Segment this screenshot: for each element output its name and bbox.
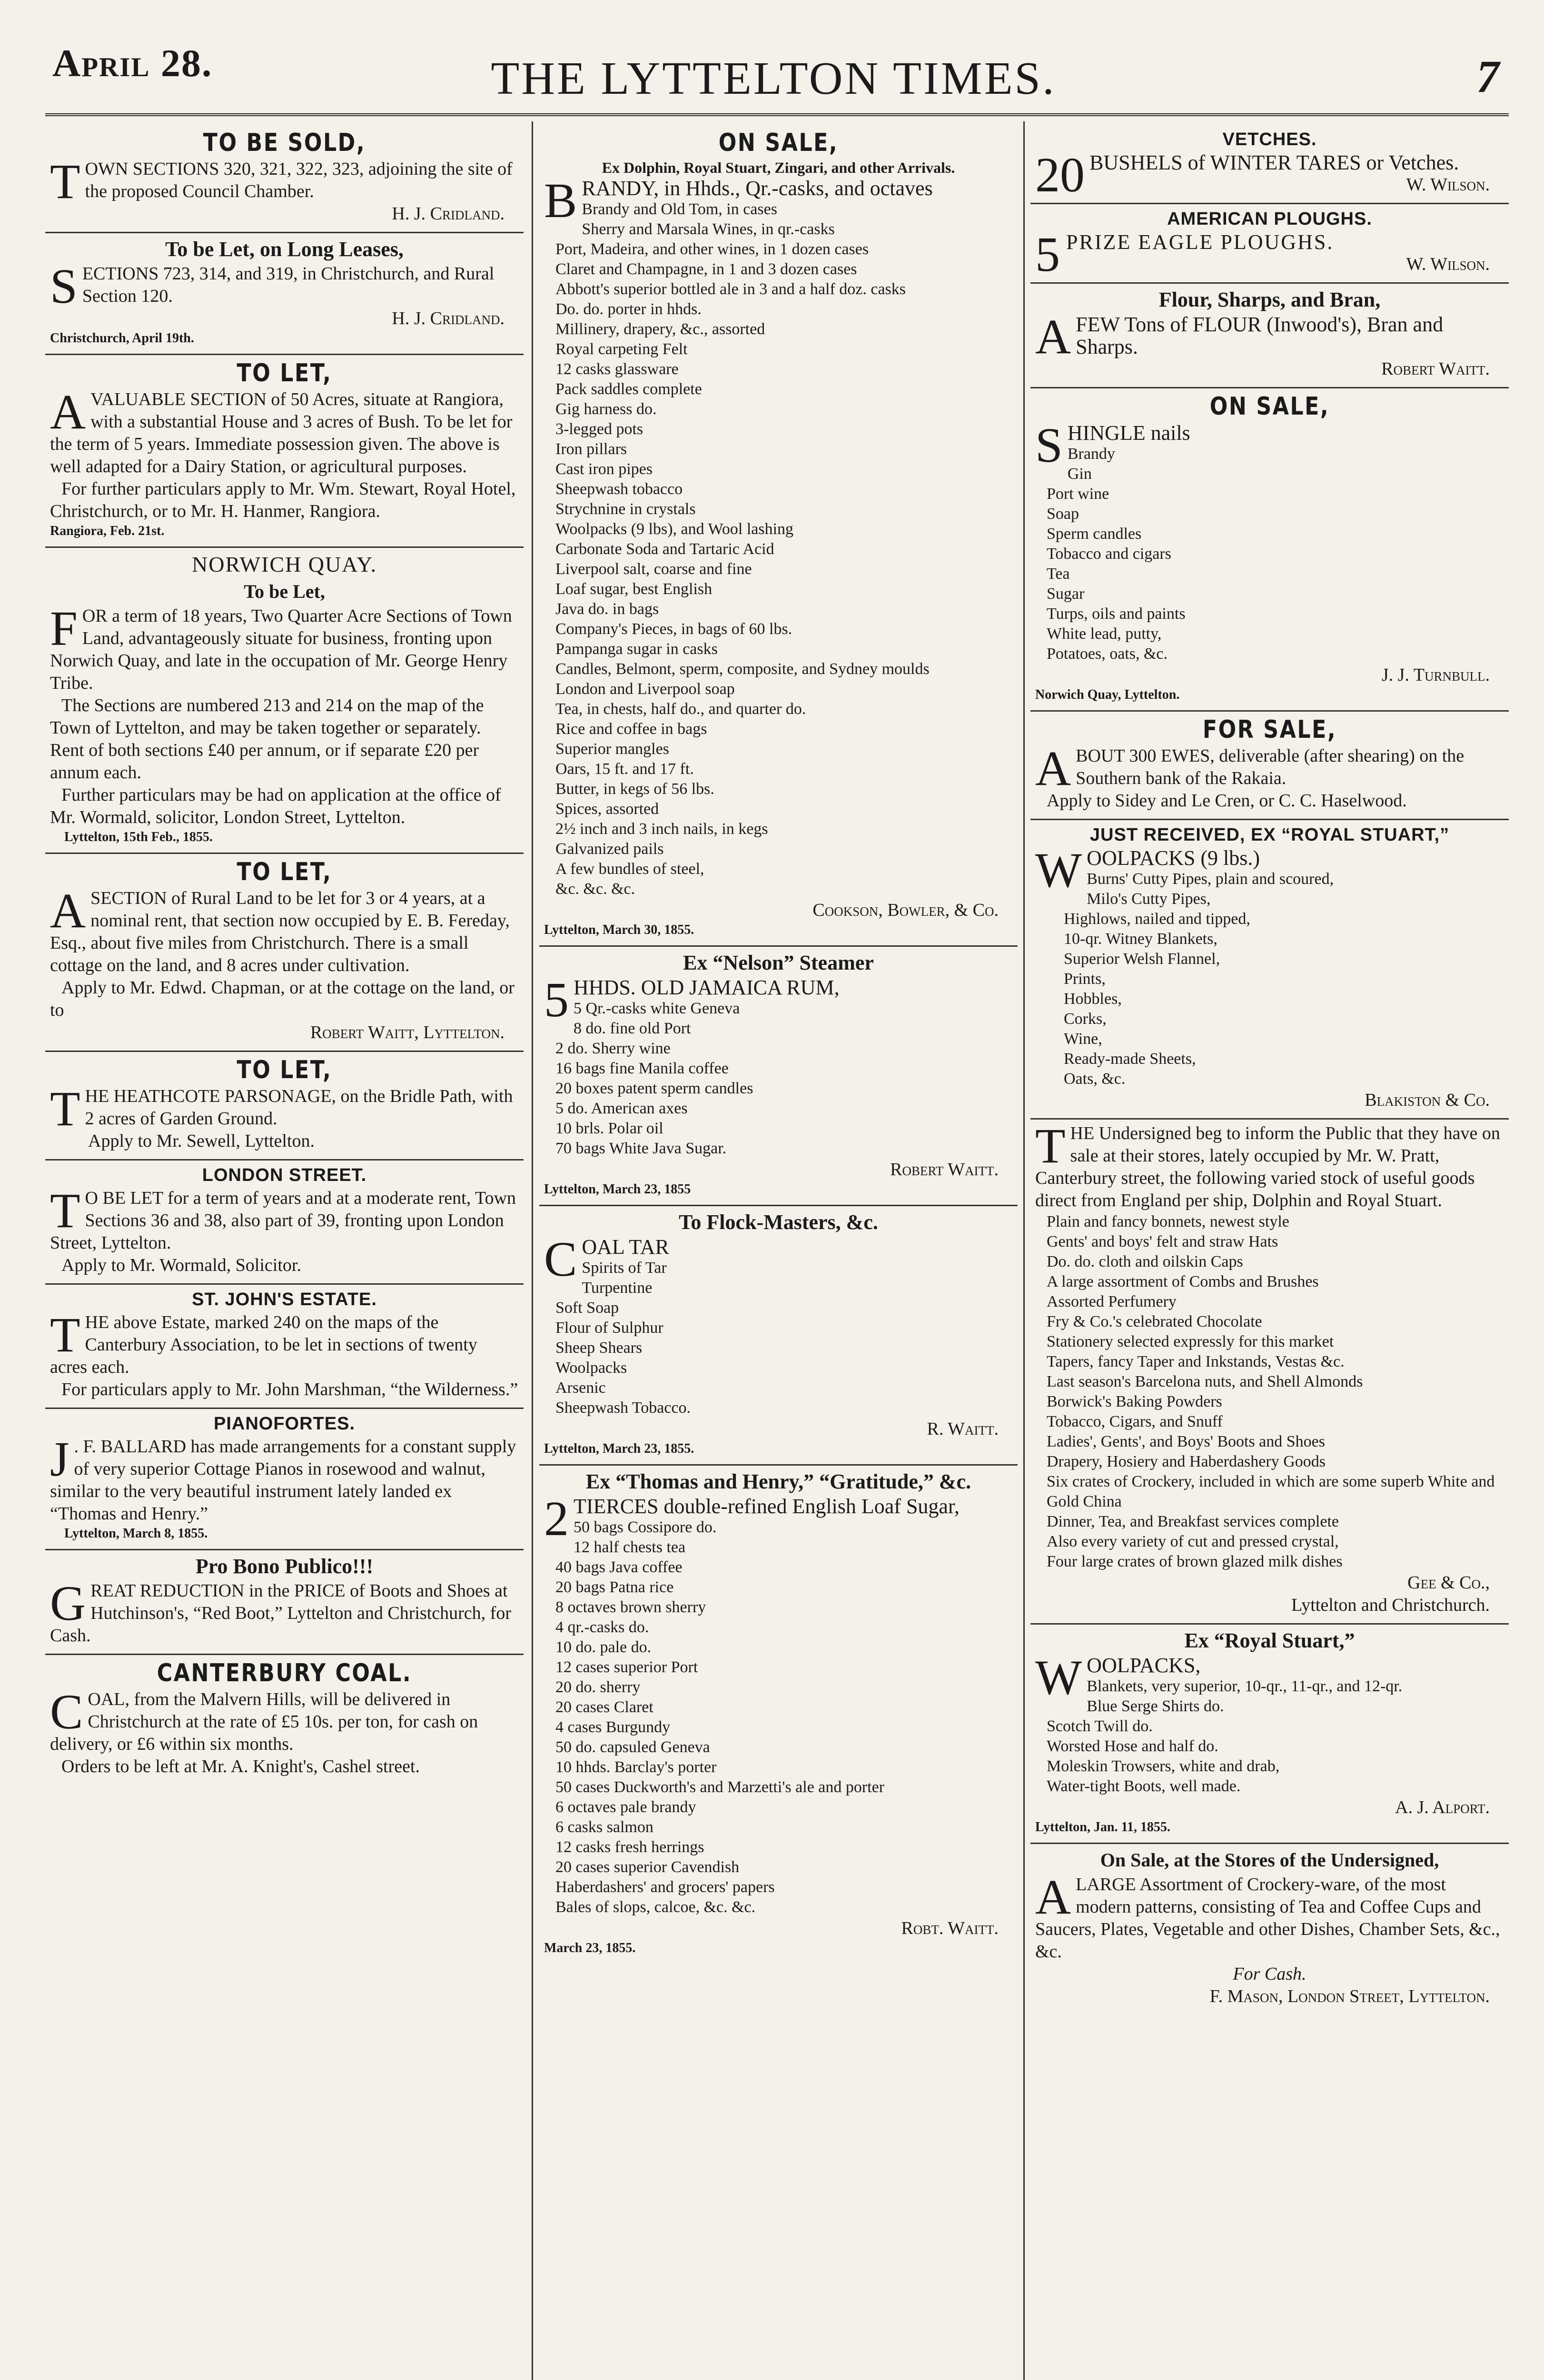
- ad-signature: F. Mason, London Street, Lyttelton.: [1209, 1986, 1490, 2006]
- item-list: [544, 199, 1013, 899]
- list-item: Oars, 15 ft. and 17 ft.: [555, 760, 694, 778]
- ad-royal-stuart-woolpacks: [1030, 820, 1509, 1120]
- ad-pro-bono-publico: [45, 1550, 524, 1655]
- list-item: Gig harness do.: [555, 400, 657, 418]
- ad-date: Lyttelton, March 8, 1855.: [64, 1526, 208, 1541]
- ad-heading: To be Let, on Long Leases,: [165, 238, 404, 261]
- ad-date: March 23, 1855.: [544, 1941, 636, 1955]
- ad-body: OAL, from the Malvern Hills, will be delivered in Christchurch at the rate of £5 10s. per ton, for cash on delivery, or £6 within six months.: [50, 1689, 478, 1754]
- list-item: Milo's Cutty Pipes,: [1087, 890, 1211, 908]
- ad-body: LARGE Assortment of Crockery-ware, of the most modern patterns, consisting of Tea and Coffee Cups and Saucers, Plates, Vegetable and other Dishes, Chamber Sets, &c., &c.: [1035, 1874, 1500, 1962]
- ad-signature: W. Wilson.: [1406, 254, 1490, 274]
- ad-first-line: RANDY, in Hhds., Qr.-casks, and octaves: [582, 177, 933, 200]
- item-list: [1035, 444, 1504, 664]
- list-item: Four large crates of brown glazed milk dishes: [1047, 1553, 1343, 1570]
- list-item: London and Liverpool soap: [555, 680, 735, 698]
- list-item: Sperm candles: [1047, 525, 1142, 543]
- ad-body: OR a term of 18 years, Two Quarter Acre Sections of Town Land, advantageously situate for business, fronting upon Norwich Quay, and late in the occupation of Mr. George Henry Tribe.: [50, 606, 512, 693]
- list-item: Galvanized pails: [555, 840, 664, 858]
- list-item: Drapery, Hosiery and Haberdashery Goods: [1047, 1453, 1326, 1470]
- ad-heading: TO LET,: [237, 858, 332, 886]
- list-item: Port, Madeira, and other wines, in 1 dozen cases: [555, 240, 869, 258]
- list-item: 12 half chests tea: [574, 1538, 686, 1556]
- ad-signature-place: Lyttelton and Christchurch.: [1291, 1595, 1490, 1615]
- ad-heading: JUST RECEIVED, EX “ROYAL STUART,”: [1089, 825, 1450, 845]
- ad-date: Lyttelton, March 23, 1855: [544, 1182, 691, 1197]
- ad-date: Lyttelton, 15th Feb., 1855.: [64, 830, 213, 844]
- ad-signature: H. J. Cridland.: [392, 308, 505, 328]
- list-item: Flour of Sulphur: [555, 1319, 663, 1337]
- item-list: [544, 1517, 1013, 1917]
- ad-heading: PIANOFORTES.: [213, 1414, 356, 1434]
- list-item: 20 bags Patna rice: [555, 1578, 674, 1596]
- list-item: 10 do. pale do.: [555, 1638, 652, 1656]
- list-item: Tapers, fancy Taper and Inkstands, Vestas &c.: [1047, 1353, 1345, 1370]
- list-item: Pampanga sugar in casks: [555, 640, 718, 658]
- page-header: [38, 41, 1509, 117]
- ad-crockery: [1030, 1844, 1509, 2014]
- list-item: Ladies', Gents', and Boys' Boots and Shoes: [1047, 1433, 1326, 1450]
- ad-flour: [1030, 284, 1509, 388]
- list-item: Last season's Barcelona nuts, and Shell Almonds: [1047, 1373, 1363, 1390]
- ad-signature: Robt. Waitt.: [901, 1918, 999, 1938]
- ad-body: HE HEATHCOTE PARSONAGE, on the Bridle Path, with 2 acres of Garden Ground.: [85, 1086, 513, 1129]
- ad-vetches: [1030, 125, 1509, 204]
- list-item: 2 do. Sherry wine: [555, 1040, 671, 1057]
- list-item: Arsenic: [555, 1379, 606, 1397]
- column-1: [45, 125, 524, 2380]
- list-item: Water-tight Boots, well made.: [1047, 1777, 1241, 1795]
- ad-rangiora-section: [45, 355, 524, 548]
- item-list: [1035, 1696, 1504, 1796]
- ad-body-2: For further particulars apply to Mr. Wm. Stewart, Royal Hotel, Christchurch, or to Mr. H. Hanmer, Rangiora.: [50, 479, 516, 521]
- list-item: Moleskin Trowsers, white and drab,: [1047, 1757, 1280, 1775]
- ad-body: HE Undersigned beg to inform the Public that they have on sale at their stores, lately occupied by Mr. W. Pratt, Canterbury street, the following varied stock of useful goods direct from England per ship, Dolphin and Royal Stuart.: [1035, 1123, 1500, 1210]
- list-item: Burns' Cutty Pipes, plain and scoured,: [1087, 870, 1334, 888]
- ad-heading: Flour, Sharps, and Bran,: [1158, 288, 1381, 311]
- list-item: Do. do. cloth and oilskin Caps: [1047, 1253, 1243, 1270]
- list-item: Blue Serge Shirts do.: [1087, 1697, 1224, 1715]
- list-item: 50 do. capsuled Geneva: [555, 1738, 710, 1756]
- item-list: [1035, 869, 1504, 1089]
- list-item: 10-qr. Witney Blankets,: [1064, 930, 1217, 948]
- column-divider: [532, 121, 533, 2380]
- list-item: Royal carpeting Felt: [555, 340, 688, 358]
- list-item: Gents' and boys' felt and straw Hats: [1047, 1233, 1278, 1250]
- list-item: 5 do. American axes: [555, 1100, 688, 1117]
- drop-cap: A: [1035, 741, 1071, 796]
- ad-body: SECTION of Rural Land to be let for 3 or 4 years, at a nominal rent, that section now occupied by E. B. Fereday, Esq., about five miles from Christchurch. There is a small cottage on the land, and 8 acres under cultivation.: [50, 888, 510, 975]
- list-item: Candles, Belmont, sperm, composite, and Sydney moulds: [555, 660, 930, 678]
- list-item: 20 cases Claret: [555, 1698, 653, 1716]
- drop-cap: A: [1035, 1870, 1071, 1924]
- ad-long-leases: [45, 233, 524, 355]
- ad-heading: ON SALE,: [718, 129, 839, 157]
- list-item: Spirits of Tar: [582, 1259, 667, 1277]
- list-item: Assorted Perfumery: [1047, 1293, 1177, 1310]
- ad-heading: TO LET,: [237, 1056, 332, 1084]
- ad-body: BOUT 300 EWES, deliverable (after shearing) on the Southern bank of the Rakaia.: [1076, 746, 1465, 788]
- list-item: White lead, putty,: [1047, 625, 1162, 643]
- list-item: Company's Pieces, in bags of 60 lbs.: [555, 620, 792, 638]
- ad-first-line: OAL TAR: [582, 1235, 669, 1259]
- ad-heading: TO BE SOLD,: [203, 129, 366, 157]
- ad-body-3: Further particulars may be had on application at the office of Mr. Wormald, solicitor, London Street, Lyttelton.: [50, 785, 501, 827]
- list-item: 4 qr.-casks do.: [555, 1618, 649, 1636]
- list-item: Superior Welsh Flannel,: [1064, 950, 1220, 968]
- ad-first-line: HHDS. OLD JAMAICA RUM,: [574, 976, 840, 999]
- list-item: 6 casks salmon: [555, 1818, 653, 1836]
- ad-heading: AMERICAN PLOUGHS.: [1167, 209, 1372, 229]
- drop-cap: W: [1035, 843, 1082, 898]
- ad-st-johns-estate: [45, 1285, 524, 1409]
- ad-body: PRIZE EAGLE PLOUGHS.: [1066, 230, 1334, 254]
- ad-on-sale-turnbull: [1030, 388, 1509, 712]
- ad-body: HE above Estate, marked 240 on the maps of the Canterbury Association, to be let in sections of twenty acres each.: [50, 1312, 477, 1377]
- list-item: Tea: [1047, 565, 1070, 583]
- ad-body: O BE LET for a term of years and at a moderate rent, Town Sections 36 and 38, also part of 39, fronting upon London Street, Lyttelton.: [50, 1188, 516, 1253]
- ad-heading: Pro Bono Publico!!!: [195, 1555, 374, 1578]
- list-item: Sherry and Marsala Wines, in qr.-casks: [582, 220, 835, 238]
- item-list: [1035, 1212, 1504, 1572]
- list-item: Brandy and Old Tom, in cases: [582, 200, 777, 218]
- drop-cap: C: [50, 1685, 83, 1739]
- ad-norwich-quay: [45, 548, 524, 854]
- list-item: Butter, in kegs of 56 lbs.: [555, 780, 714, 798]
- ad-heading: ON SALE,: [1209, 392, 1330, 421]
- list-item: Potatoes, oats, &c.: [1047, 645, 1168, 663]
- drop-cap: C: [544, 1232, 577, 1287]
- ad-signature: Robert Waitt.: [890, 1160, 999, 1180]
- list-item: Woolpacks: [555, 1359, 627, 1377]
- drop-cap: 5: [1035, 227, 1061, 282]
- ad-american-ploughs: [1030, 204, 1509, 284]
- ad-undersigned-stores: [1030, 1120, 1509, 1625]
- page-number: 7: [1476, 51, 1499, 102]
- list-item: Oats, &c.: [1064, 1070, 1126, 1088]
- ad-heading: ST. JOHN'S ESTATE.: [192, 1289, 377, 1309]
- ad-subheading: Ex Dolphin, Royal Stuart, Zingari, and other Arrivals.: [602, 159, 955, 176]
- list-item: Borwick's Baking Powders: [1047, 1393, 1222, 1410]
- ad-date: Lyttelton, March 30, 1855.: [544, 922, 694, 937]
- ad-heading: On Sale, at the Stores of the Undersigned,: [1100, 1849, 1439, 1871]
- ad-body-2: Apply to Mr. Edwd. Chapman, or at the cottage on the land, or to: [50, 978, 515, 1020]
- ad-signature: R. Waitt.: [927, 1419, 999, 1439]
- drop-cap: A: [50, 883, 86, 938]
- list-item: Pack saddles complete: [555, 380, 702, 398]
- ad-signature: J. J. Turnbull.: [1381, 665, 1490, 685]
- ad-terms: For Cash.: [1233, 1964, 1306, 1984]
- ad-signature: Robert Waitt.: [1381, 359, 1490, 379]
- ad-body: VALUABLE SECTION of 50 Acres, situate at Rangiora, with a substantial House and 3 acres of Bush. To be let for the term of 5 years. Immediate possession given. The above is well adapted for a Dairy Station, or agricultural purposes.: [50, 389, 513, 476]
- drop-cap: T: [1035, 1119, 1066, 1173]
- list-item: Tobacco, Cigars, and Snuff: [1047, 1413, 1223, 1430]
- ad-first-line: TIERCES double-refined English Loaf Sugar,: [574, 1495, 960, 1518]
- list-item: Sheep Shears: [555, 1339, 643, 1357]
- ad-date: Lyttelton, Jan. 11, 1855.: [1035, 1820, 1170, 1835]
- ad-body-2: Orders to be left at Mr. A. Knight's, Cashel street.: [61, 1756, 420, 1776]
- list-item: Tea, in chests, half do., and quarter do.: [555, 700, 806, 718]
- list-item: Port wine: [1047, 485, 1109, 503]
- ad-body: REAT REDUCTION in the PRICE of Boots and Shoes at Hutchinson's, “Red Boot,” Lyttelton and Christchurch, for Cash.: [50, 1581, 511, 1646]
- ad-date: Rangiora, Feb. 21st.: [50, 524, 165, 538]
- list-item: Iron pillars: [555, 440, 627, 458]
- ad-first-line: OOLPACKS,: [1087, 1654, 1201, 1677]
- ad-heading: FOR SALE,: [1202, 715, 1337, 744]
- ad-body: Blankets, very superior, 10-qr., 11-qr., and 12-qr.: [1087, 1677, 1403, 1695]
- list-item: 12 casks fresh herrings: [555, 1838, 704, 1856]
- list-item: Hobbles,: [1064, 990, 1122, 1008]
- list-item: 2½ inch and 3 inch nails, in kegs: [555, 820, 768, 838]
- column-divider: [1023, 121, 1025, 2380]
- list-item: Haberdashers' and grocers' papers: [555, 1878, 775, 1896]
- drop-cap: W: [1035, 1650, 1082, 1705]
- drop-cap: B: [544, 173, 577, 228]
- list-item: Worsted Hose and half do.: [1047, 1737, 1218, 1755]
- ad-body: FEW Tons of FLOUR (Inwood's), Bran and Sharps.: [1076, 313, 1444, 358]
- ad-canterbury-coal: [45, 1655, 524, 1785]
- list-item: Turpentine: [582, 1279, 653, 1297]
- ad-heading: NORWICH QUAY.: [192, 552, 377, 576]
- ad-date: Christchurch, April 19th.: [50, 331, 194, 346]
- drop-cap: S: [1035, 418, 1063, 473]
- list-item: Prints,: [1064, 970, 1106, 988]
- ad-body-2: The Sections are numbered 213 and 214 on the map of the Town of Lyttelton, and may be taken together or separately. Rent of both sections £40 per annum, or if separate £20 per annum each.: [50, 695, 484, 783]
- list-item: 50 cases Duckworth's and Marzetti's ale and porter: [555, 1778, 885, 1796]
- ad-flock-masters: [539, 1206, 1018, 1466]
- list-item: Do. do. porter in hhds.: [555, 300, 702, 318]
- list-item: Sheepwash Tobacco.: [555, 1399, 691, 1417]
- drop-cap: T: [50, 1308, 80, 1362]
- ad-heading: LONDON STREET.: [202, 1165, 367, 1185]
- ad-royal-stuart-blankets: [1030, 1625, 1509, 1844]
- ad-heading: CANTERBURY COAL.: [157, 1659, 412, 1687]
- ad-signature: Cookson, Bowler, & Co.: [812, 900, 999, 920]
- ad-town-sections: [45, 125, 524, 233]
- ad-pianofortes: [45, 1409, 524, 1550]
- drop-cap: 5: [544, 972, 569, 1027]
- ad-heading: TO LET,: [237, 359, 332, 387]
- list-item: Plain and fancy bonnets, newest style: [1047, 1213, 1289, 1230]
- ad-heathcote-parsonage: [45, 1052, 524, 1160]
- list-item: Strychnine in crystals: [555, 500, 696, 518]
- list-item: Tobacco and cigars: [1047, 545, 1171, 563]
- list-item: 6 octaves pale brandy: [555, 1798, 696, 1816]
- list-item: Soap: [1047, 505, 1079, 523]
- ad-heading: Ex “Royal Stuart,”: [1184, 1629, 1355, 1652]
- ad-body-2: For particulars apply to Mr. John Marshman, “the Wilderness.”: [61, 1379, 518, 1399]
- list-item: Carbonate Soda and Tartaric Acid: [555, 540, 774, 558]
- column-3: [1030, 125, 1509, 2380]
- list-item: Dinner, Tea, and Breakfast services complete: [1047, 1513, 1339, 1530]
- list-item: Soft Soap: [555, 1299, 619, 1317]
- list-item: 4 cases Burgundy: [555, 1718, 671, 1736]
- ad-date: Norwich Quay, Lyttelton.: [1035, 687, 1180, 702]
- list-item: 40 bags Java coffee: [555, 1558, 683, 1576]
- list-item: Claret and Champagne, in 1 and 3 dozen cases: [555, 260, 857, 278]
- list-item: Cast iron pipes: [555, 460, 653, 478]
- ad-nelson-steamer: [539, 947, 1018, 1206]
- drop-cap: 2: [544, 1491, 569, 1546]
- list-item: Superior mangles: [555, 740, 669, 758]
- item-list: [544, 999, 1013, 1159]
- header-rule: [45, 113, 1509, 116]
- ad-date: Lyttelton, March 23, 1855.: [544, 1441, 694, 1456]
- drop-cap: J: [50, 1432, 69, 1487]
- ad-thomas-and-henry: [539, 1466, 1018, 1964]
- list-item: Brandy: [1067, 445, 1115, 463]
- list-item: 12 casks glassware: [555, 360, 679, 378]
- ad-london-street: [45, 1160, 524, 1285]
- list-item: 20 do. sherry: [555, 1678, 641, 1696]
- list-item: Stationery selected expressly for this market: [1047, 1333, 1334, 1350]
- drop-cap: F: [50, 601, 78, 656]
- ad-body: OWN SECTIONS 320, 321, 322, 323, adjoining the site of the proposed Council Chamber.: [85, 159, 513, 201]
- ad-rural-land: [45, 854, 524, 1052]
- ad-body-2: Apply to Sidey and Le Cren, or C. C. Haselwood.: [1047, 791, 1407, 811]
- list-item: 20 boxes patent sperm candles: [555, 1080, 753, 1097]
- ad-for-sale-ewes: [1030, 712, 1509, 820]
- newspaper-title: THE LYTTELTON TIMES.: [491, 53, 1056, 104]
- list-item: 3-legged pots: [555, 420, 643, 438]
- list-item: 70 bags White Java Sugar.: [555, 1140, 727, 1157]
- list-item: Gin: [1067, 465, 1092, 483]
- list-item: 16 bags fine Manila coffee: [555, 1060, 729, 1077]
- list-item: 50 bags Cossipore do.: [574, 1518, 717, 1536]
- ad-heading: Ex “Thomas and Henry,” “Gratitude,” &c.: [585, 1470, 971, 1493]
- drop-cap: 20: [1035, 148, 1085, 202]
- list-item: Java do. in bags: [555, 600, 659, 618]
- list-item: 20 cases superior Cavendish: [555, 1858, 740, 1876]
- list-item: 10 brls. Polar oil: [555, 1120, 663, 1137]
- list-item: A few bundles of steel,: [555, 860, 704, 878]
- ad-body: ECTIONS 723, 314, and 319, in Christchurch, and Rural Section 120.: [82, 264, 495, 306]
- list-item: Loaf sugar, best English: [555, 580, 713, 598]
- drop-cap: G: [50, 1576, 86, 1631]
- list-item: Rice and coffee in bags: [555, 720, 707, 738]
- list-item: 10 hhds. Barclay's porter: [555, 1758, 717, 1776]
- list-item: Corks,: [1064, 1010, 1107, 1028]
- list-item: Scotch Twill do.: [1047, 1717, 1153, 1735]
- list-item: Liverpool salt, coarse and fine: [555, 560, 752, 578]
- list-item: Woolpacks (9 lbs), and Wool lashing: [555, 520, 794, 538]
- list-item: Sugar: [1047, 585, 1085, 603]
- ad-signature: Blakiston & Co.: [1365, 1090, 1490, 1110]
- list-item: Fry & Co.'s celebrated Chocolate: [1047, 1313, 1262, 1330]
- ad-signature: W. Wilson.: [1406, 175, 1490, 195]
- list-item: Wine,: [1064, 1030, 1102, 1048]
- list-item: Bales of slops, calcoe, &c. &c.: [555, 1898, 756, 1916]
- list-item: A large assortment of Combs and Brushes: [1047, 1273, 1319, 1290]
- drop-cap: T: [50, 154, 80, 209]
- ad-first-line: OOLPACKS (9 lbs.): [1087, 846, 1260, 870]
- list-item: 8 do. fine old Port: [574, 1020, 691, 1037]
- ad-subheading: To be Let,: [244, 581, 325, 602]
- drop-cap: S: [50, 259, 78, 314]
- ad-signature: Robert Waitt, Lyttelton.: [310, 1022, 505, 1042]
- ad-body: BUSHELS of WINTER TARES or Vetches.: [1089, 151, 1459, 174]
- ad-signature: H. J. Cridland.: [392, 204, 505, 224]
- list-item: Abbott's superior bottled ale in 3 and a half doz. casks: [555, 280, 906, 298]
- list-item: Highlows, nailed and tipped,: [1064, 910, 1250, 928]
- list-item: Ready-made Sheets,: [1064, 1050, 1196, 1068]
- list-item: Spices, assorted: [555, 800, 659, 818]
- column-2: [539, 125, 1018, 2380]
- list-item: Millinery, drapery, &c., assorted: [555, 320, 765, 338]
- ad-body-2: Apply to Mr. Sewell, Lyttelton.: [88, 1131, 315, 1151]
- list-item: Turps, oils and paints: [1047, 605, 1186, 623]
- item-list: [544, 1258, 1013, 1418]
- ad-heading: Ex “Nelson” Steamer: [683, 951, 874, 974]
- ad-first-line: HINGLE nails: [1067, 421, 1190, 445]
- ad-on-sale-cookson: [539, 125, 1018, 947]
- list-item: &c. &c. &c.: [555, 880, 635, 898]
- ad-body: . F. BALLARD has made arrangements for a constant supply of very superior Cottage Pianos in rosewood and walnut, similar to the very beautiful instrument lately landed ex “Thomas and Henry.”: [50, 1437, 516, 1524]
- list-item: Also every variety of cut and pressed crystal,: [1047, 1533, 1339, 1550]
- ad-heading: VETCHES.: [1222, 129, 1317, 149]
- drop-cap: T: [50, 1183, 80, 1238]
- drop-cap: A: [1035, 309, 1071, 364]
- list-item: 8 octaves brown sherry: [555, 1598, 706, 1616]
- list-item: Sheepwash tobacco: [555, 480, 683, 498]
- issue-date: April 28.: [52, 41, 213, 85]
- ad-signature: A. J. Alport.: [1395, 1797, 1490, 1817]
- list-item: 5 Qr.-casks white Geneva: [574, 1000, 740, 1017]
- ad-heading: To Flock-Masters, &c.: [679, 1210, 878, 1234]
- drop-cap: A: [50, 385, 86, 439]
- drop-cap: T: [50, 1081, 80, 1136]
- ad-body-2: Apply to Mr. Wormald, Solicitor.: [61, 1255, 301, 1275]
- ad-signature: Gee & Co.,: [1407, 1573, 1490, 1593]
- list-item: Six crates of Crockery, included in which are some superb White and Gold China: [1047, 1473, 1495, 1510]
- list-item: 12 cases superior Port: [555, 1658, 698, 1676]
